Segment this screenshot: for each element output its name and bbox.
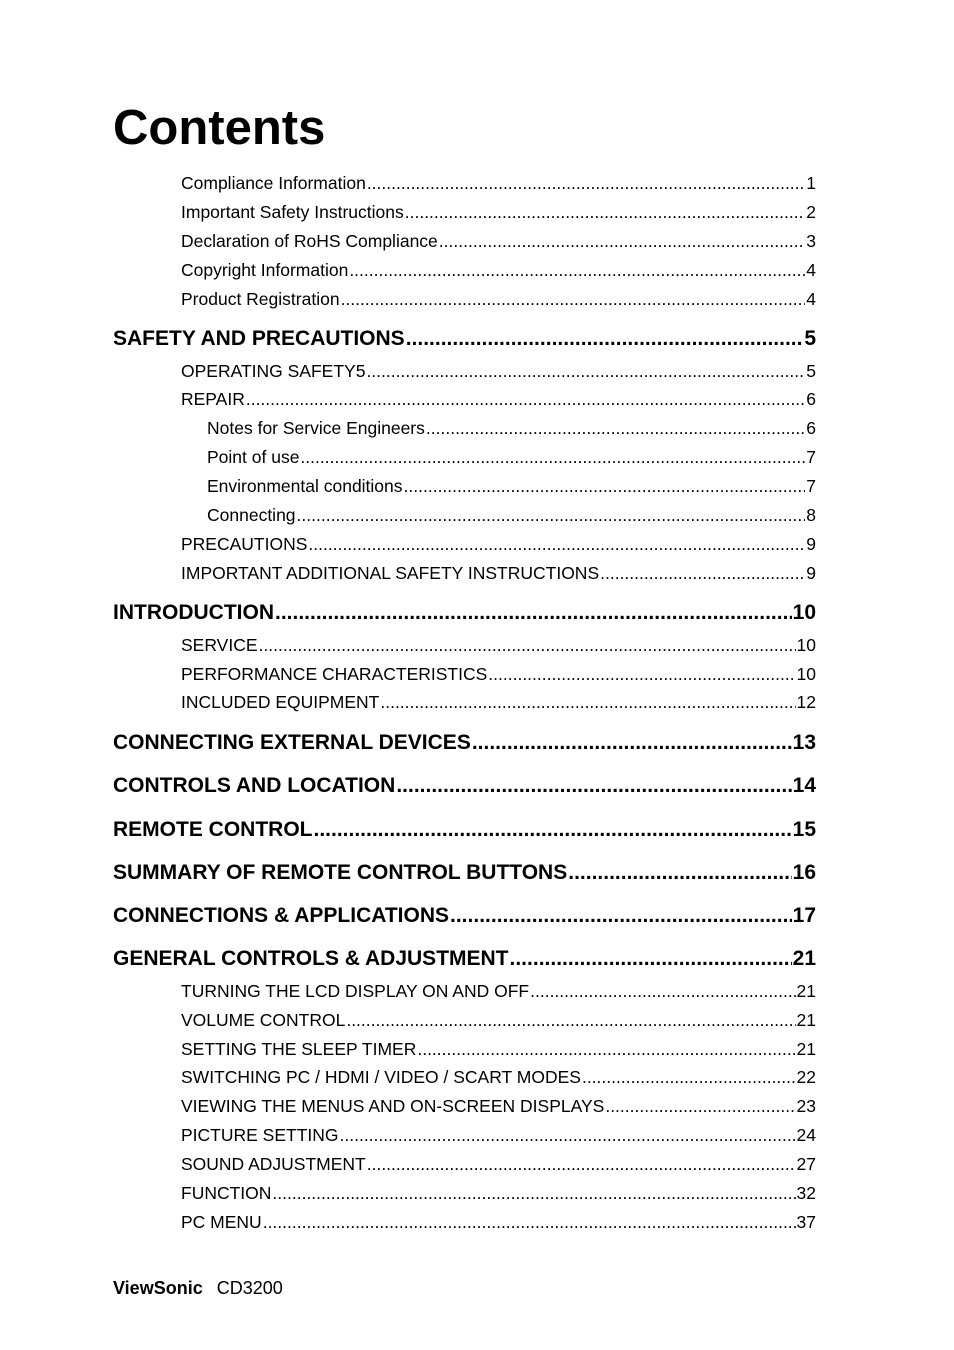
toc-entry-label: TURNING THE LCD DISPLAY ON AND OFF	[181, 981, 530, 1001]
toc-entry[interactable]	[0, 1210, 954, 1234]
dot-leader	[314, 816, 792, 844]
toc-entry-label: PICTURE SETTING	[181, 1125, 339, 1145]
toc-entry-label: CONNECTIONS & APPLICATIONS	[113, 904, 450, 927]
dot-leader	[341, 287, 806, 311]
dot-leader	[263, 1210, 796, 1234]
dot-leader	[406, 325, 804, 353]
dot-leader	[300, 445, 805, 469]
toc-entry-page-number: 1	[806, 173, 816, 193]
dot-leader	[340, 1123, 796, 1147]
toc-entry-label: SERVICE	[181, 635, 258, 655]
dot-leader	[488, 662, 795, 686]
toc-entry-page-number: 5	[806, 361, 816, 381]
toc-entry[interactable]	[0, 1065, 954, 1089]
toc-entry[interactable]	[0, 599, 954, 627]
toc-entry-label: INTRODUCTION	[113, 601, 274, 624]
toc-entry-page-number: 7	[806, 447, 816, 467]
toc-entry[interactable]	[0, 1037, 954, 1061]
toc-entry[interactable]	[0, 1123, 954, 1147]
toc-entry[interactable]	[0, 690, 954, 714]
toc-entry-label: SAFETY AND PRECAUTIONS	[113, 327, 405, 350]
dot-leader	[367, 171, 805, 195]
dot-leader	[396, 772, 791, 800]
toc-entry-label: Product Registration	[181, 289, 340, 309]
toc-entry-page-number: 21	[792, 947, 816, 970]
toc-entry-page-number: 17	[792, 904, 816, 927]
toc-entry[interactable]	[0, 445, 954, 469]
dot-leader	[349, 258, 805, 282]
toc-entry-label: FUNCTION	[181, 1183, 272, 1203]
dot-leader	[582, 1065, 796, 1089]
toc-entry[interactable]	[0, 1152, 954, 1176]
toc-entry-page-number: 21	[796, 1039, 816, 1059]
toc-entry-page-number: 4	[806, 260, 816, 280]
toc-entry[interactable]	[0, 532, 954, 556]
toc-entry-page-number: 9	[806, 534, 816, 554]
toc-entry[interactable]	[0, 474, 954, 498]
toc-entry-page-number: 6	[806, 418, 816, 438]
toc-entry-label: Copyright Information	[181, 260, 349, 280]
dot-leader	[246, 387, 805, 411]
toc-entry-label: OPERATING SAFETY5	[181, 361, 366, 381]
page-footer	[113, 1276, 283, 1300]
toc-entry[interactable]	[0, 1181, 954, 1205]
dot-leader	[272, 1181, 795, 1205]
toc-entry-label: GENERAL CONTROLS & ADJUSTMENT	[113, 947, 509, 970]
toc-entry-label: REPAIR	[181, 389, 245, 409]
toc-entry-label: Environmental conditions	[207, 476, 403, 496]
toc-entry-page-number: 21	[796, 981, 816, 1001]
dot-leader	[366, 359, 805, 383]
toc-entry[interactable]	[0, 902, 954, 930]
toc-entry-page-number: 7	[806, 476, 816, 496]
toc-entry-page-number: 13	[792, 731, 816, 754]
dot-leader	[510, 945, 792, 973]
toc-entry[interactable]	[0, 325, 954, 353]
footer-brand: ViewSonic	[113, 1278, 203, 1298]
toc-entry-page-number: 3	[806, 231, 816, 251]
toc-entry-label: Notes for Service Engineers	[207, 418, 425, 438]
dot-leader	[297, 503, 806, 527]
toc-entry-label: VIEWING THE MENUS AND ON-SCREEN DISPLAYS	[181, 1096, 605, 1116]
dot-leader	[530, 979, 795, 1003]
toc-entry[interactable]	[0, 229, 954, 253]
toc-entry-page-number: 5	[804, 327, 816, 350]
toc-entry-page-number: 12	[796, 692, 816, 712]
dot-leader	[472, 729, 792, 757]
toc-entry-label: SUMMARY OF REMOTE CONTROL BUTTONS	[113, 861, 568, 884]
toc-entry[interactable]	[0, 359, 954, 383]
toc-entry[interactable]	[0, 979, 954, 1003]
dot-leader	[600, 561, 805, 585]
toc-entry[interactable]	[0, 772, 954, 800]
toc-entry[interactable]	[0, 561, 954, 585]
dot-leader	[380, 690, 795, 714]
toc-entry-label: PERFORMANCE CHARACTERISTICS	[181, 664, 488, 684]
dot-leader	[417, 1037, 795, 1061]
toc-entry[interactable]	[0, 729, 954, 757]
dot-leader	[405, 200, 806, 224]
toc-entry[interactable]	[0, 1008, 954, 1032]
page-title: Contents	[113, 101, 326, 155]
toc-entry-page-number: 8	[806, 505, 816, 525]
toc-entry-label: INCLUDED EQUIPMENT	[181, 692, 380, 712]
toc-entry-label: SWITCHING PC / HDMI / VIDEO / SCART MODES	[181, 1067, 581, 1087]
toc-entry[interactable]	[0, 200, 954, 224]
dot-leader	[346, 1008, 795, 1032]
toc-entry[interactable]	[0, 287, 954, 311]
toc-entry-label: VOLUME CONTROL	[181, 1010, 346, 1030]
toc-entry[interactable]	[0, 416, 954, 440]
toc-entry-page-number: 37	[796, 1212, 816, 1232]
footer-model: CD3200	[216, 1278, 283, 1298]
toc-entry-label: PC MENU	[181, 1212, 262, 1232]
toc-entry[interactable]	[0, 503, 954, 527]
toc-entry-page-number: 16	[792, 861, 816, 884]
toc-entry-label: PRECAUTIONS	[181, 534, 308, 554]
dot-leader	[308, 532, 805, 556]
toc-entry-page-number: 10	[796, 635, 816, 655]
toc-entry-page-number: 10	[792, 601, 816, 624]
dot-leader	[426, 416, 805, 440]
toc-entry-page-number: 32	[796, 1183, 816, 1203]
toc-entry[interactable]	[0, 171, 954, 195]
dot-leader	[259, 633, 796, 657]
toc-entry-label: SETTING THE SLEEP TIMER	[181, 1039, 417, 1059]
toc-entry-page-number: 27	[796, 1154, 816, 1174]
toc-entry[interactable]	[0, 1094, 954, 1118]
dot-leader	[275, 599, 792, 627]
toc-entry[interactable]	[0, 387, 954, 411]
toc-entry-page-number: 6	[806, 389, 816, 409]
toc-entry[interactable]	[0, 816, 954, 844]
toc-entry-page-number: 15	[792, 818, 816, 841]
toc-entry-page-number: 23	[796, 1096, 816, 1116]
toc-entry-page-number: 14	[792, 774, 816, 797]
toc-entry-label: Point of use	[207, 447, 300, 467]
toc-entry[interactable]	[0, 633, 954, 657]
toc-entry[interactable]	[0, 258, 954, 282]
toc-entry-label: Declaration of RoHS Compliance	[181, 231, 438, 251]
toc-entry-label: CONNECTING EXTERNAL DEVICES	[113, 731, 471, 754]
toc-entry[interactable]	[0, 859, 954, 887]
toc-entry-label: SOUND ADJUSTMENT	[181, 1154, 366, 1174]
dot-leader	[450, 902, 792, 930]
dot-leader	[367, 1152, 796, 1176]
toc-entry-page-number: 4	[806, 289, 816, 309]
dot-leader	[439, 229, 805, 253]
dot-leader	[568, 859, 791, 887]
toc-entry-label: REMOTE CONTROL	[113, 818, 313, 841]
dot-leader	[404, 474, 806, 498]
dot-leader	[605, 1094, 795, 1118]
toc-entry-label: Connecting	[207, 505, 296, 525]
toc-entry-page-number: 21	[796, 1010, 816, 1030]
toc-entry-page-number: 10	[796, 664, 816, 684]
toc-entry-label: Important Safety Instructions	[181, 202, 404, 222]
toc-entry[interactable]	[0, 945, 954, 973]
toc-entry-page-number: 22	[796, 1067, 816, 1087]
toc-entry-label: IMPORTANT ADDITIONAL SAFETY INSTRUCTIONS	[181, 563, 600, 583]
toc-entry-page-number: 9	[806, 563, 816, 583]
toc-entry-label: CONTROLS AND LOCATION	[113, 774, 396, 797]
toc-entry-page-number: 24	[796, 1125, 816, 1145]
toc-entry-label: Compliance Information	[181, 173, 366, 193]
toc-entry-page-number: 2	[806, 202, 816, 222]
toc-entry[interactable]	[0, 662, 954, 686]
